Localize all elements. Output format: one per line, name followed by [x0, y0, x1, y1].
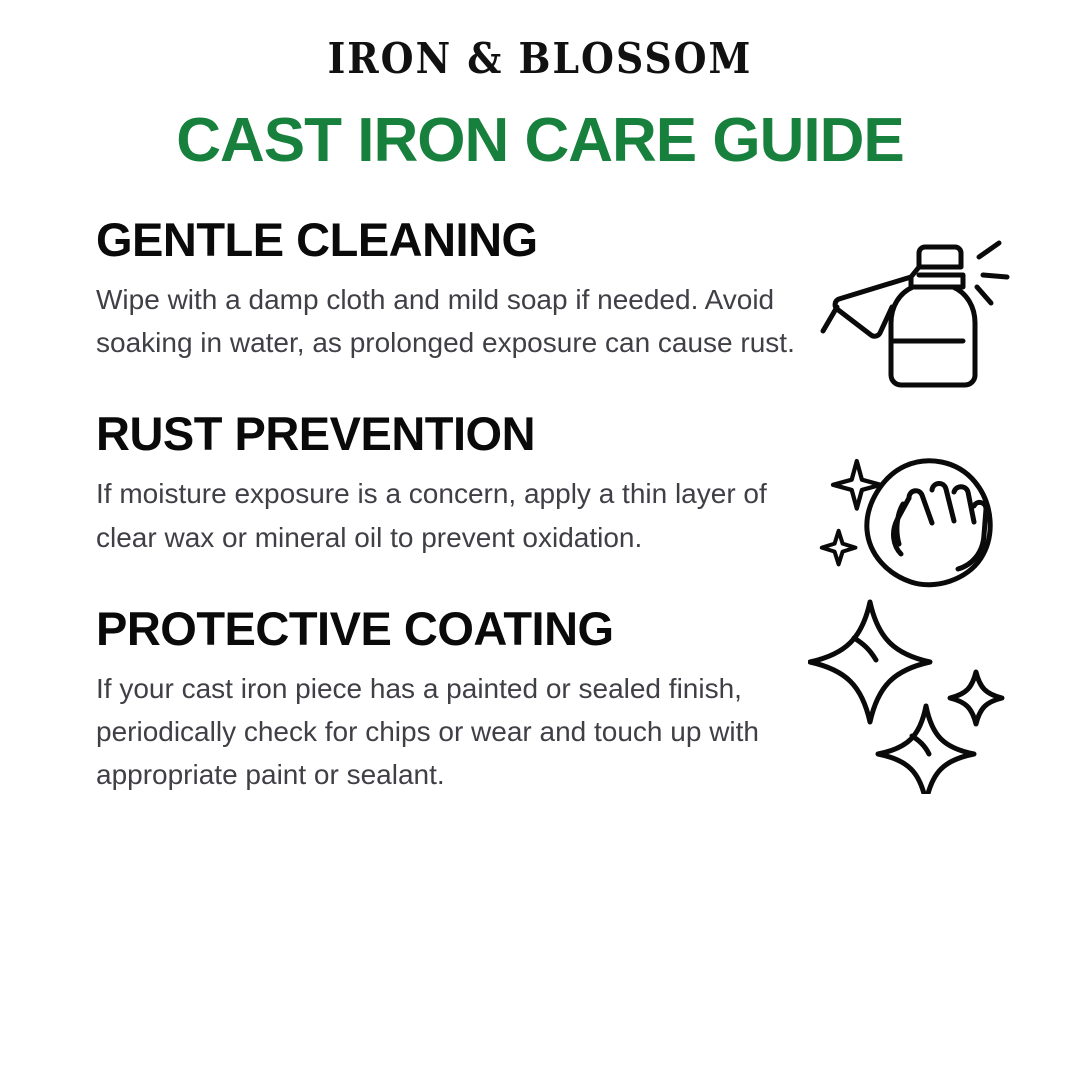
section-protective-coating [0, 603, 1080, 797]
section-gentle-cleaning [0, 214, 1080, 364]
brand-name: IRON & BLOSSOM [327, 34, 753, 83]
hand-wiping-cloth-icon [808, 424, 1018, 614]
section-title: RUST PREVENTION [96, 407, 536, 461]
section-title: GENTLE CLEANING [96, 213, 538, 266]
section-body: If moisture exposure is a concern, apply a thin layer of clear wax or mineral oil to prevent oxidation. [96, 478, 767, 553]
spray-bottle-icon [808, 224, 1018, 414]
section-body: Wipe with a damp cloth and mild soap if needed. Avoid soaking in water, as prolonged exposure can cause rust. [96, 283, 795, 359]
section-body: If your cast iron piece has a painted or sealed finish, periodically check for chips or wear and touch up with appropriate paint or sealant. [96, 672, 760, 791]
page-title: CAST IRON CARE GUIDE [176, 106, 904, 175]
section-rust-prevention [0, 408, 1080, 558]
section-title: PROTECTIVE COATING [96, 601, 614, 655]
sparkles-icon [808, 599, 1018, 789]
sections-list [0, 214, 1080, 797]
